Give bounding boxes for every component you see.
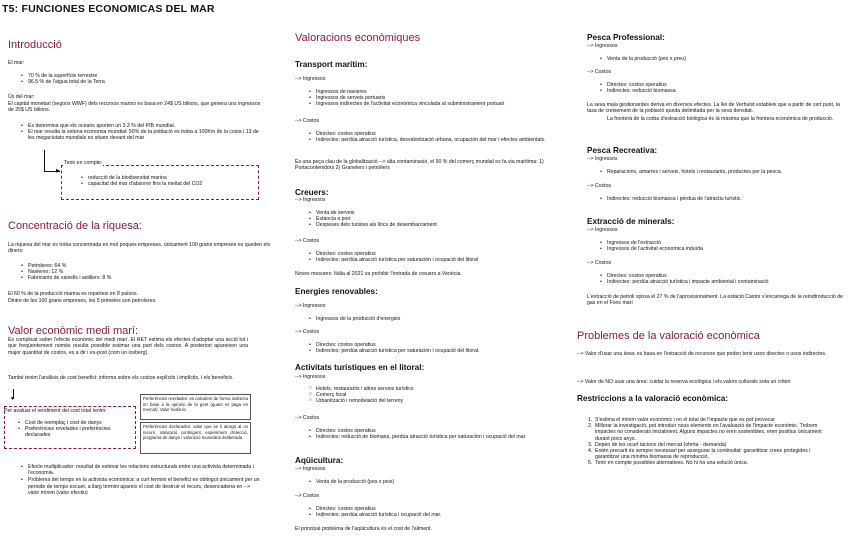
list-item: • Venta de la producció (pes x preu): [599, 56, 839, 62]
ingressos-label: --> Ingressos: [295, 197, 326, 203]
list-item: ○ Urbanització i remodelació del terreny: [308, 398, 558, 404]
connector-line: [44, 150, 45, 172]
aquicultura-text: El principal problema de l'aqüicultura és el cost de l'aliment.: [295, 526, 432, 532]
list-item: • Directes: costos operatius: [308, 428, 560, 434]
pesca-rec-cost-list: [599, 196, 844, 202]
tenir-box: [61, 160, 259, 200]
list-item: 2. Millorar la investigació, pot introduir nous elements en l'avaluació de l'impacte econòmic. Trobem impactes no considerats inicialment. Alguns impactes no eren sostenibles, eren positius únicament durant pocs anys.: [588, 423, 822, 442]
activitats-heading: Activitats turístiques en el litoral:: [295, 363, 425, 372]
list-item: • Efecte multiplicador: resultat de estimar les relacions estructurals entre una activista determinada i l'economia.: [20, 464, 260, 476]
energies-ing-list: [308, 316, 558, 322]
riquesa-text2: El 60 % de la producció marina es reparteix en 8 països.: [8, 291, 139, 297]
pesca-rec-ing-list: [599, 169, 844, 175]
list-item: • Indirectes: perdúa atracció turística i impacte ambiental i contaminació: [599, 279, 844, 285]
ingressos-label: --> Ingressos: [295, 76, 326, 82]
list-item: • Directes: costos operatius: [308, 506, 558, 512]
list-item: • Ingressos de serveis portuaris: [308, 95, 558, 101]
riquesa-text3: Dintre de les 100 grans empreses, les 5 primeles son petroleres.: [8, 298, 157, 304]
restriccions-list: [588, 417, 836, 467]
list-item: • Directes: costos operatius: [308, 131, 558, 137]
list-item: • Directes: costos operatius: [308, 251, 558, 257]
cost-box-list: [17, 420, 133, 439]
energies-cost-list: [308, 342, 558, 354]
creuers-text: Noves mesures: Itàlia al 2021 va prohibir l'entrada de creuers a Venècia.: [295, 271, 462, 277]
cost-box: [4, 406, 136, 449]
costos-label: --> Costos: [587, 183, 612, 189]
problemes-heading: Problemes de la valoració econòmica: [577, 330, 760, 342]
transport-heading: Transport marítim:: [295, 60, 368, 69]
problemes-text1: --> Valor d'usar una àrea: es basa en l'extracció de recursos que poden tenir usos directes o usos indirectes.: [577, 351, 827, 357]
list-item: • El mar resulta la setena economia mundial: 50% de la població es troba a 100Km de la costa i 13 de les megaciutats mundials es situen devant del mar: [20, 129, 260, 141]
list-item: • 70 % de la superfície terrestre: [20, 73, 260, 79]
minerals-heading: Extracció de minerals:: [587, 217, 675, 226]
costos-label: --> Costos: [295, 238, 320, 244]
list-item: • Ingressos de l'extracció: [599, 240, 844, 246]
riquesa-list: [20, 263, 260, 282]
pesca-pro-ing-list: [599, 56, 839, 62]
list-item: • Indirectes: perdúa atracció turística per saturación i ocupació del litoral: [308, 257, 558, 263]
list-item: • Indirectes: perdúa atracció turística i ocupació del mar.: [308, 512, 558, 518]
list-item: • reducció de la biodiversitat marina: [80, 175, 255, 181]
list-item: • Directes: costos operatius: [308, 342, 558, 348]
list-item: • Directes: costos operatius: [599, 273, 844, 279]
list-item: • Es determina que els oceans aporten un 3.3 % del PIB mundial.: [20, 123, 260, 129]
mar-label: El mar:: [8, 60, 25, 66]
costos-label: --> Costos: [295, 329, 320, 335]
riquesa-heading: Concentració de la riquesa:: [8, 220, 142, 232]
aquicultura-ing-list: [308, 479, 558, 485]
list-item: • Fabricants de vaixells i astillers: 8 %: [20, 275, 260, 281]
side-box-revelades: Preferències revelades: es calculem de forma indirecta en base a la opinión de la gent (quant es paga en mercat). Valor hedònic: [140, 394, 251, 420]
arrow-head-icon: ▶: [56, 168, 60, 174]
problemes-text2: --> Valor de NO usar una àrea: cuidar la reserva ecològica i els valors culturals sota un criteri: [577, 379, 791, 385]
list-item: • Directes: costos operatius: [599, 82, 839, 88]
valor-heading: Valor econòmic medi marí:: [8, 325, 139, 337]
valor-text: És complicat saber l'efecte econòmic del medi marí. El RET estima els efectes d'adoptar una acció tot i que freqüentement només resulta possible estimar una part dels costos. A posteriori apareixen una major quantitat de costos, es a dir i ex-post (com un iceberg).: [8, 337, 248, 356]
mar-list: [20, 73, 260, 85]
valor-bottom-list: [20, 464, 260, 496]
transport-ing-list: [308, 89, 558, 108]
list-item: • Problema del temps en la activista econòmica: a curt termini el benefici es obtingut únicament per un periode de temps escuet, a llarg termini apareix el cost de destruir el recurs, desencadena en --> valor mínim (valor efectiu): [20, 477, 260, 496]
list-item: • Indirectes: perdúa atracció turística, desvalorització urbana, ocupación del mar i efectes ambientals.: [308, 137, 558, 143]
creuers-cost-list: [308, 251, 558, 263]
creuers-heading: Creuers:: [295, 188, 329, 197]
restriccions-heading: Restriccions a la valoració econòmica:: [577, 394, 729, 403]
valoracions-heading: Valoracions econòmiques: [295, 32, 421, 44]
ingressos-label: --> Ingressos: [587, 43, 618, 49]
minerals-cost-list: [599, 273, 844, 285]
us-text: El capital monetari (segons WWF) dels recursos marins es basa en 24$ US bilions, que genera uns ingressos de 25$ US bilions.: [8, 101, 261, 114]
list-item: • Indirectes: reducció biomassa: [599, 88, 839, 94]
list-item: 5. Tenir en compte possibles alternatives. No hi ha una solució única.: [588, 460, 749, 467]
aquicultura-heading: Aqüicultura:: [295, 456, 344, 465]
list-item: • Despeses dels turistes als llocs de desembarcament: [308, 222, 558, 228]
list-item: ○ Hotels, restaurants i altres serveis turístics: [308, 386, 558, 392]
list-item: • Navieres: 12 %: [20, 269, 260, 275]
creuers-ing-list: [308, 210, 558, 229]
pesca-pro-text: La seva mala gestionardes deriva en diversos efectes. La llei de Verhulst estableix que a partir de cert punt, la tasa de creixement de la població queda delimitada per la seva densitat.: [587, 102, 840, 115]
list-item: 1. S'estima el mínim valor econòmic i no el total de l'impacte que es pot provocar: [588, 417, 775, 423]
tenir-list: [80, 175, 255, 187]
pesca-pro-cost-list: [599, 82, 839, 94]
pesca-rec-heading: Pesca Recreativa:: [587, 146, 658, 155]
list-item: • Ingressos de l'activitat economica induïda: [599, 246, 844, 252]
transport-text: És una peça clau de la globalització --> alta contaminació, el 90 % del comerç mundial es fa via marítima: 1) Portacontenidors 2) Granelers i petroliers: [295, 159, 544, 172]
activitats-ing-list: [308, 386, 558, 405]
list-item: • Preferències revelades i preferències declarades: [17, 426, 133, 438]
list-item: • Venta de la producció (pes x peix): [308, 479, 558, 485]
ingressos-label: --> Ingressos: [587, 227, 618, 233]
energies-heading: Energies renovables:: [295, 287, 378, 296]
aquicultura-cost-list: [308, 506, 558, 518]
list-item: • capacitat del mar d'absorvir fins la meitat del CO2: [80, 181, 255, 187]
list-item: • Venta de serveis: [308, 210, 558, 216]
costos-label: --> Costos: [295, 415, 320, 421]
us-label: Ús del mar:: [8, 94, 35, 100]
pesca-pro-text2: La fronterà de la corba d'extracció biològica és la màxima que la frontera econòmica de producció.: [607, 116, 834, 122]
list-item: • Indirectes: reducció biomassa i pèrdua de l'atractiu turístic.: [599, 196, 844, 202]
arrow-down-icon: ▼: [10, 396, 15, 402]
list-item: • Indirectes: reducció de biomasa, perdúa atracció turística per saturación i ocupació del mar: [308, 434, 560, 440]
ingressos-label: --> Ingressos: [295, 466, 326, 472]
list-item: • Petroleres: 64 %: [20, 263, 260, 269]
us-list: [20, 123, 260, 142]
minerals-ing-list: [599, 240, 844, 252]
minerals-text: L'extracció de petroli sposa el 27 % de l'aprovisionament. La estació Castor s'encarrega de la reindtroducció de gas en el Fons marí: [587, 294, 843, 307]
transport-cost-list: [308, 131, 558, 143]
list-item: • Ingressos de navieres: [308, 89, 558, 95]
list-item: • Indirectes: perdúa atracció turística per saturación i ocupació del litoral.: [308, 348, 558, 354]
ingressos-label: --> Ingressos: [295, 374, 326, 380]
pesca-pro-heading: Pesca Professional:: [587, 33, 665, 42]
list-item: • 96.5 % de l'aigua total de la Terra: [20, 79, 260, 85]
costos-label: --> Costos: [587, 260, 612, 266]
activitats-cost-list: [308, 428, 560, 440]
list-item: • Estància a port: [308, 216, 558, 222]
page-title: T5: FUNCIONES ECONOMICAS DEL MAR: [2, 3, 215, 15]
costos-label: --> Costos: [295, 493, 320, 499]
list-item: • Ingressos de la producció d'energies: [308, 316, 558, 322]
costos-label: --> Costos: [295, 118, 320, 124]
list-item: ○ Comerç local: [308, 392, 558, 398]
list-item: 4. Entén precarit és sempre necessari per assegurar la continuitat: garantitzar crees protegides i garantitzar una mínima biomassa de reproducció.: [588, 448, 811, 461]
list-item: • Cost de reemplaç i cost de danys: [17, 420, 133, 426]
side-box-declarades: Preferències declarades: valor que se li atorga al un recurs. Valoració contingent, experiment d'elecció, programa de danys i valoració monetària deliberada: [140, 422, 251, 454]
ingressos-label: --> Ingressos: [295, 303, 326, 309]
list-item: • Reparacions, amarres i serveis, hotels i restaurants, productes per la pesca.: [599, 169, 844, 175]
list-item: • Ingressos indirectes de l'activitat econòmica vinculada al subministrament portuari: [308, 101, 558, 107]
tenir-label: Tenir en compte:: [64, 160, 103, 166]
valor-text2: També tenim l'anàlisis de cost benefici: informa sobre els costos explícits i implícits, i els beneficis.: [8, 375, 234, 381]
cost-box-label: Per avaluar el rendiment del cost total tenim:: [4, 408, 107, 414]
costos-label: --> Costos: [587, 69, 612, 75]
intro-heading: Introducció: [8, 39, 62, 51]
riquesa-text: La riquesa del mar es troba concentrada en mol poques empreses, únicament 100 grans empreses es queden els diners:: [8, 242, 271, 255]
list-item: 3. Depèn de les ocurt tacions del mercat (oferta - demanda): [588, 441, 727, 448]
ingressos-label: --> Ingressos: [587, 156, 618, 162]
